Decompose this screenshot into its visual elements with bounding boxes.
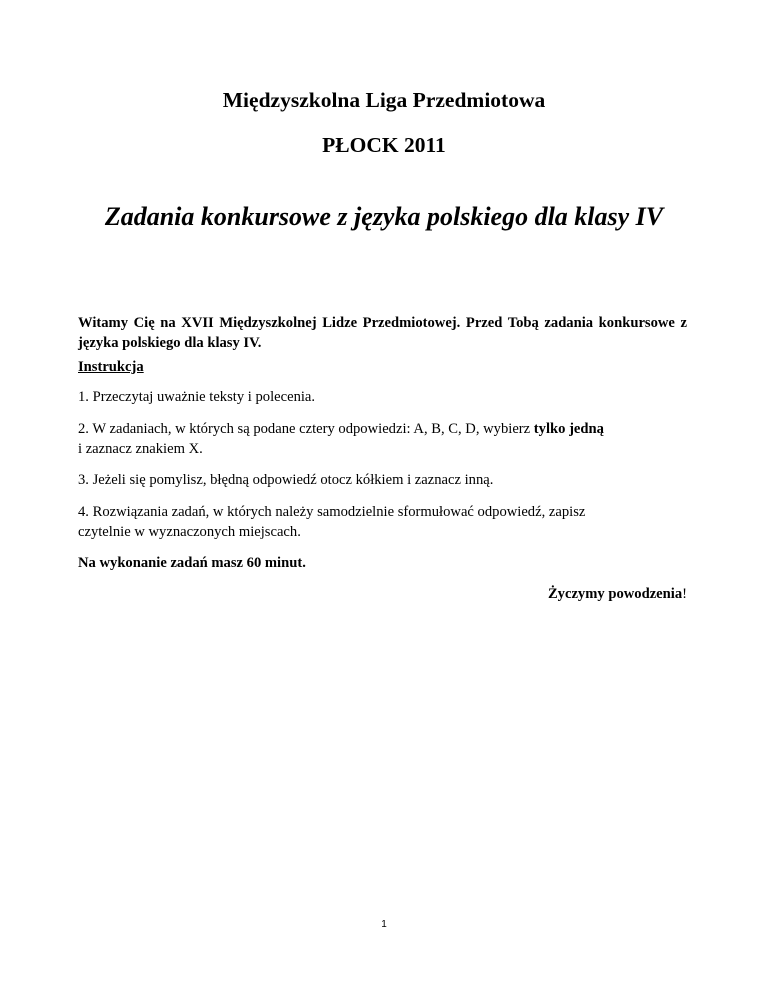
instructions-heading: Instrukcja	[78, 359, 144, 375]
instruction-item-4-line-1: 4. Rozwiązania zadań, w których należy samodzielnie sformułować odpowiedź, zapisz	[78, 504, 586, 520]
instruction-item-2	[78, 419, 687, 459]
instruction-item-4	[78, 502, 687, 542]
document-title: Międzyszkolna Liga Przedmiotowa	[222, 88, 546, 112]
instruction-item-2-text: 2. W zadaniach, w których są podane cztery odpowiedzi: A, B, C, D, wybierz	[78, 421, 534, 437]
instruction-item-2-continuation: i zaznacz znakiem X.	[78, 441, 203, 457]
instruction-item-2-emphasis: tylko jedną	[533, 421, 604, 437]
instruction-item-3: 3. Jeżeli się pomylisz, błędną odpowiedź otocz kółkiem i zaznacz inną.	[78, 472, 494, 488]
city-year-heading: PŁOCK 2011	[322, 133, 446, 157]
document-subtitle: Zadania konkursowe z języka polskiego dla klasy IV	[104, 202, 664, 231]
instruction-item-4-line-2: czytelnie w wyznaczonych miejscach.	[78, 524, 301, 540]
time-limit-note: Na wykonanie zadań masz 60 minut.	[78, 555, 306, 571]
closing-wish-text: Życzymy powodzenia	[547, 586, 683, 602]
closing-wish	[78, 584, 687, 604]
page-number: 1	[381, 919, 387, 930]
instruction-item-1: 1. Przeczytaj uważnie teksty i polecenia.	[78, 389, 316, 405]
closing-wish-punctuation: !	[682, 586, 687, 602]
welcome-paragraph: Witamy Cię na XVII Międzyszkolnej Lidze Przedmiotowej. Przed Tobą zadania konkursowe z języka polskiego dla klasy IV.	[78, 315, 687, 351]
